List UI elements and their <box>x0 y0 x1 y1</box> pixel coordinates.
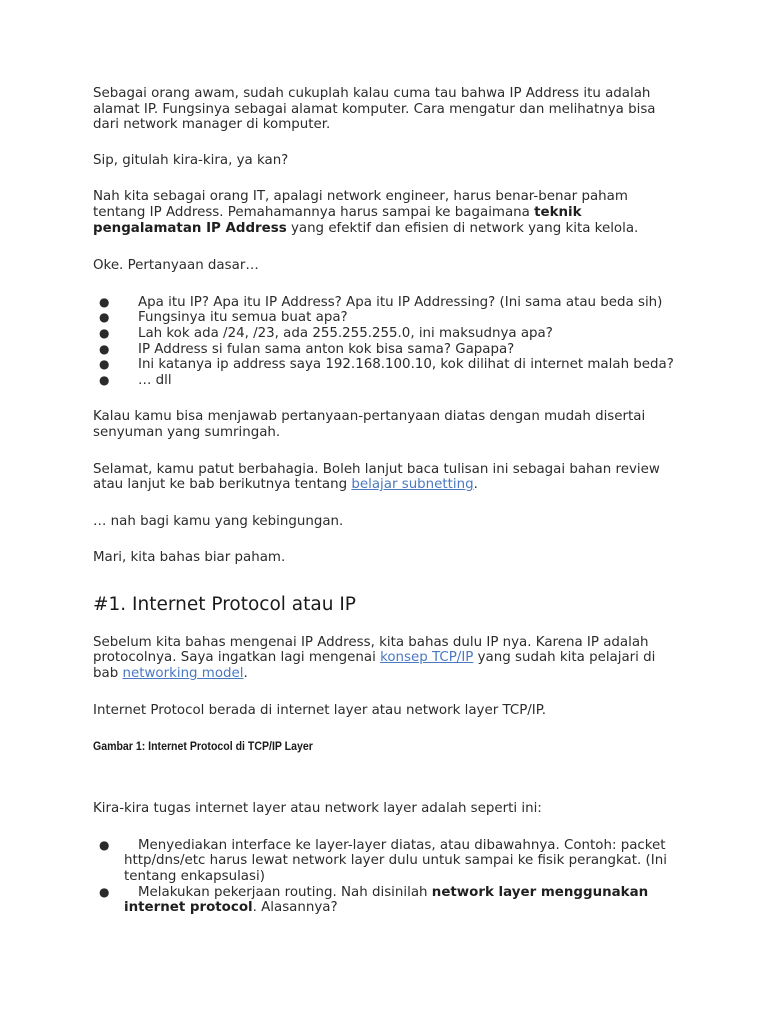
paragraph-intro: Sebagai orang awam, sudah cukuplah kalau cuma tau bahwa IP Address itu adalah alamat IP. Fungsinya sebagai alamat komputer. Cara mengatur dan melihatnya bisa dari network manager di komputer. <box>93 86 656 133</box>
list-item-text: Fungsinya itu semua buat apa? <box>138 310 348 326</box>
text-span: . <box>243 666 248 682</box>
paragraph-confused: … nah bagi kamu yang kebingungan. <box>93 513 344 529</box>
bullet-icon: ● <box>99 341 110 356</box>
figure-caption: Gambar 1: Internet Protocol di TCP/IP Layer <box>93 739 313 754</box>
text-span: Sebelum kita bahas mengenai IP Address, kita bahas dulu IP nya. Karena IP adalah protocolnya. Saya ingatkan lagi mengenai <box>93 634 649 666</box>
link-konsep-tcpip[interactable]: konsep TCP/IP <box>380 650 474 666</box>
text-span: Selamat, kamu patut berbahagia. Boleh lanjut baca tulisan ini sebagai bahan review atau lanjut ke bab berikutnya tentang <box>93 461 660 493</box>
list-item <box>93 342 683 358</box>
bullet-icon: ● <box>99 310 110 325</box>
text-span: . <box>473 477 478 493</box>
text-span: yang efektif dan efisien di network yang kita kelola. <box>286 220 639 236</box>
paragraph-answer: Kalau kamu bisa menjawab pertanyaan-pertanyaan diatas dengan mudah disertai senyuman yang sumringah. <box>93 409 646 440</box>
list-item <box>93 295 683 311</box>
bullet-icon: ● <box>99 325 110 340</box>
paragraph-sip: Sip, gitulah kira-kira, ya kan? <box>93 152 289 168</box>
list-item <box>93 310 683 326</box>
paragraph-ip-layer: Internet Protocol berada di internet layer atau network layer TCP/IP. <box>93 702 546 718</box>
list-item-text: Apa itu IP? Apa itu IP Address? Apa itu IP Addressing? (Ini sama atau beda sih) <box>138 294 663 310</box>
bullet-icon: ● <box>99 372 110 387</box>
list-item-text: IP Address si fulan sama anton kok bisa sama? Gapapa? <box>138 341 515 357</box>
list-item <box>93 885 683 916</box>
tasks-list <box>93 838 683 916</box>
list-item-text: Lah kok ada /24, /23, ada 255.255.255.0, ini maksudnya apa? <box>138 325 553 341</box>
paragraph-it <box>93 189 683 236</box>
list-item <box>93 838 683 885</box>
paragraph-congrats <box>93 462 683 493</box>
bold-text: teknik pengalamatan IP Address <box>93 204 582 236</box>
bullet-icon: ● <box>99 884 110 899</box>
document-page <box>93 86 683 937</box>
list-item-text: … dll <box>138 372 172 388</box>
bullet-icon: ● <box>99 837 110 852</box>
text-span: . Alasannya? <box>252 900 338 916</box>
paragraph-ip-intro <box>93 635 683 682</box>
text-span: Nah kita sebagai orang IT, apalagi network engineer, harus benar-benar paham tentang IP Address. Pemahamannya harus sampai ke bagaimana <box>93 189 628 220</box>
paragraph-tasks-intro: Kira-kira tugas internet layer atau network layer adalah seperti ini: <box>93 801 542 817</box>
bullet-icon: ● <box>99 294 110 309</box>
link-networking-model[interactable]: networking model <box>122 666 244 682</box>
paragraph-lets-discuss: Mari, kita bahas biar paham. <box>93 550 286 566</box>
list-item-text <box>124 885 648 916</box>
paragraph-questions-intro: Oke. Pertanyaan dasar… <box>93 258 259 274</box>
list-item <box>93 373 683 389</box>
questions-list <box>93 295 683 389</box>
text-span: Melakukan pekerjaan routing. Nah disinilah <box>138 884 432 900</box>
bold-text: network layer menggunakan internet protocol <box>124 884 649 916</box>
list-item <box>93 357 683 373</box>
list-item <box>93 326 683 342</box>
list-item-text: Ini katanya ip address saya 192.168.100.10, kok dilihat di internet malah beda? <box>138 357 674 373</box>
text-span: yang sudah kita pelajari di bab <box>93 650 656 682</box>
list-item-text: Menyediakan interface ke layer-layer diatas, atau dibawahnya. Contoh: packet http/dns/etc harus lewat network layer dulu untuk sampai ke fisik perangkat. (Ini tentang enkapsulasi) <box>124 837 667 885</box>
section-heading: #1. Internet Protocol atau IP <box>93 593 356 615</box>
link-belajar-subnetting[interactable]: belajar subnetting <box>351 477 474 493</box>
bullet-icon: ● <box>99 357 110 372</box>
